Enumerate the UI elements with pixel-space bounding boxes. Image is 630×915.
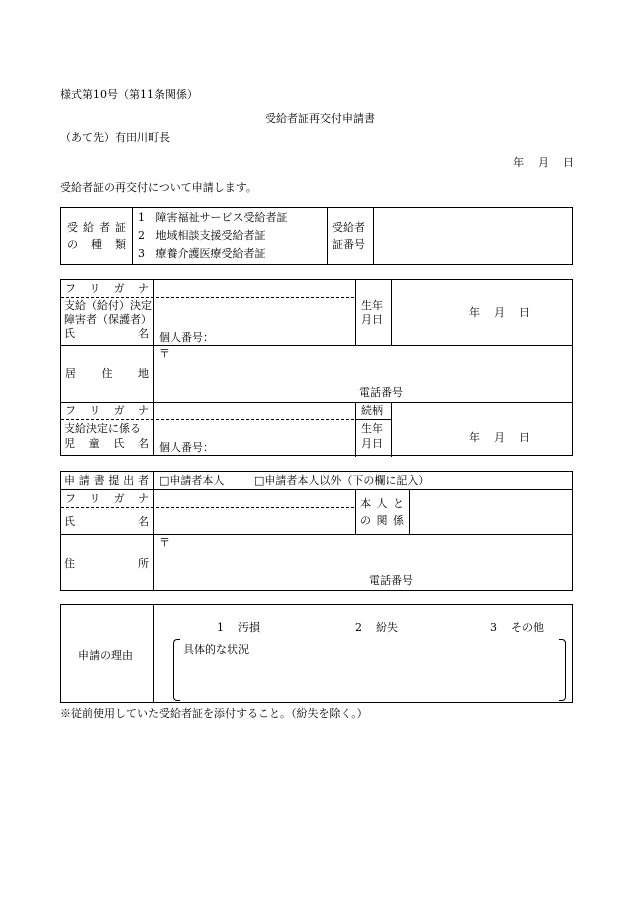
cert-option-3[interactable]: 3 療養介護医療受給者証 [138,247,266,260]
detail-field[interactable] [181,657,557,697]
right-bracket [559,639,566,701]
applicant-phone-label: 電話番号 [369,574,413,587]
form-number: 様式第10号（第11条関係） [60,88,198,101]
cert-option-1[interactable]: 1 障害福祉サービス受給者証 [138,211,288,224]
reason-option-2[interactable]: 2 紛失 [355,621,398,634]
applicant-name-label: 氏 名 [64,515,149,528]
birth-date-field[interactable]: 年 月 日 [469,306,530,319]
detail-label: 具体的な状況 [183,643,249,656]
submitter-label: 申 請 書 提 出 者 [64,474,149,487]
relationship-field[interactable] [392,403,572,419]
applicant-table [60,471,573,591]
child-name-label-2: 児 童 氏 名 [64,437,149,450]
footnote: ※従前使用していた受給者証を添付すること。（紛失を除く。） [60,707,368,720]
date-month-label: 月 [538,156,549,169]
reason-option-1[interactable]: 1 汚損 [217,621,260,634]
applicant-address-label: 住 所 [64,557,149,570]
submitter-other-checkbox[interactable]: □申請者本人以外（下の欄に記入） [254,474,430,487]
left-bracket [173,639,180,701]
personal-number-label: 個人番号： [159,331,214,344]
relation-label-2: の 関 係 [360,514,404,527]
date-day-label: 日 [563,156,574,169]
intro-text: 受給者証の再交付について申請します。 [60,181,257,194]
applicant-furigana-field[interactable] [154,490,354,507]
cert-option-2[interactable]: 2 地域相談支援受給者証 [138,229,266,242]
cert-number-label-2: 証番号 [332,238,365,251]
phone-label: 電話番号 [359,386,403,399]
child-name-field[interactable] [154,420,354,440]
name-label-2: 障害者（保護者） [64,313,152,326]
addressee: （あて先）有田川町長 [60,131,170,144]
reason-option-3[interactable]: 3 その他 [490,621,544,634]
date-year-label: 年 [513,156,524,169]
applicant-name-field[interactable] [154,508,354,534]
relation-label-1: 本 人 と [360,497,404,510]
applicant-furigana-label: フ リ ガ ナ [65,492,149,505]
relationship-label: 続柄 [361,404,383,417]
child-birth-label-1: 生年 [361,422,383,435]
cert-type-label-1: 受 給 者 証 [67,221,126,234]
birth-label-2: 月日 [361,313,383,326]
recipient-table [60,279,573,456]
child-furigana-label: フ リ ガ ナ [65,404,149,417]
address-label: 居 住 地 [65,367,149,380]
child-name-label-1: 支給決定に係る [64,422,141,435]
applicant-address-field[interactable] [154,535,572,591]
page-title: 受給者証再交付申請書 [265,112,375,125]
furigana-field[interactable] [154,280,354,297]
reason-table [60,604,573,703]
cert-number-field[interactable] [374,208,572,264]
recipient-name-field[interactable] [154,298,354,328]
name-label-3: 氏 名 [64,327,149,340]
reason-label: 申請の理由 [78,649,133,662]
child-birth-label-2: 月日 [361,437,383,450]
birth-label-1: 生年 [361,299,383,312]
child-personal-number-label: 個人番号： [159,441,214,454]
cert-number-label-1: 受給者 [332,221,365,234]
furigana-label: フ リ ガ ナ [65,282,149,295]
applicant-postal-mark: 〒 [159,536,170,549]
name-label-1: 支給（給付）決定 [64,299,152,312]
submitter-self-checkbox[interactable]: □申請者本人 [159,474,225,487]
application-date[interactable] [513,156,573,169]
child-birth-date-field[interactable]: 年 月 日 [469,431,530,444]
relation-field[interactable] [410,490,572,534]
certificate-type-table [60,207,573,265]
cert-type-label-2: の 種 類 [67,238,126,251]
postal-mark: 〒 [159,347,170,360]
